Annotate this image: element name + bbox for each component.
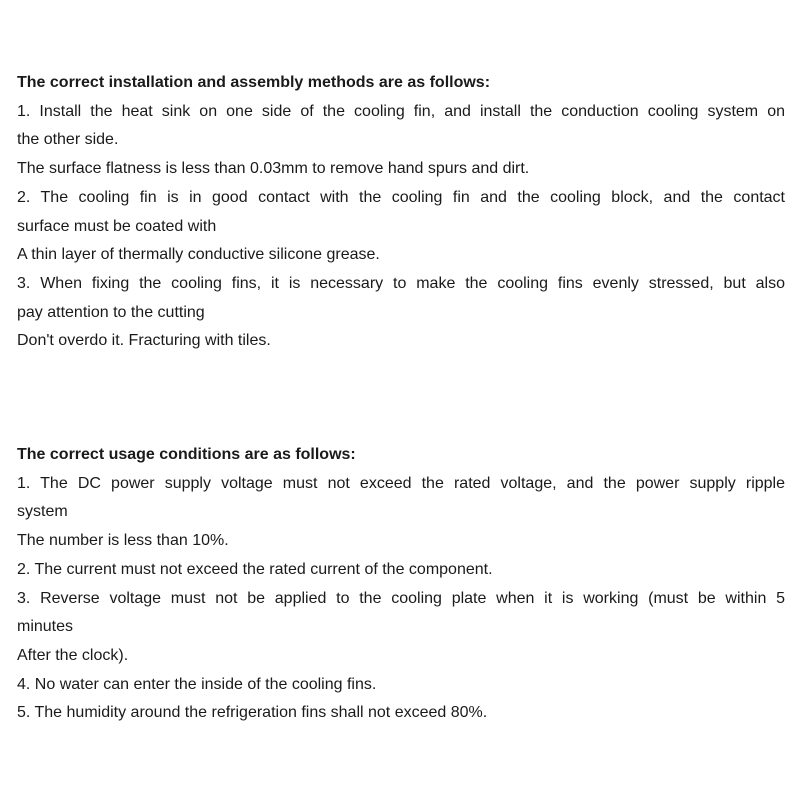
installation-line: Don't overdo it. Fracturing with tiles. bbox=[17, 332, 271, 350]
usage-line: After the clock). bbox=[17, 646, 129, 664]
usage-line: 2. The current must not exceed the rated current of the component. bbox=[17, 560, 493, 578]
installation-line: 2. The cooling fin is in good contact with the cooling fin and the cooling block, and the contact bbox=[17, 188, 785, 206]
installation-line: A thin layer of thermally conductive silicone grease. bbox=[17, 246, 380, 264]
usage-heading: The correct usage conditions are as follows: bbox=[17, 446, 356, 463]
usage-line: 3. Reverse voltage must not be applied to the cooling plate when it is working (must be within 5 bbox=[17, 589, 785, 607]
usage-line: 5. The humidity around the refrigeration fins shall not exceed 80%. bbox=[17, 704, 488, 722]
installation-line: surface must be coated with bbox=[17, 217, 217, 235]
installation-line: the other side. bbox=[17, 131, 119, 149]
usage-line: 4. No water can enter the inside of the cooling fins. bbox=[17, 675, 377, 693]
usage-line: The number is less than 10%. bbox=[17, 532, 229, 550]
installation-line: The surface flatness is less than 0.03mm to remove hand spurs and dirt. bbox=[17, 160, 530, 178]
usage-line: 1. The DC power supply voltage must not exceed the rated voltage, and the power supply ripple bbox=[17, 474, 785, 492]
installation-line: 1. Install the heat sink on one side of the cooling fin, and install the conduction cooling system on bbox=[17, 102, 785, 120]
installation-line: 3. When fixing the cooling fins, it is necessary to make the cooling fins evenly stressed, but also bbox=[17, 274, 785, 292]
usage-line: minutes bbox=[17, 618, 74, 636]
installation-heading: The correct installation and assembly methods are as follows: bbox=[17, 74, 491, 91]
installation-section bbox=[17, 69, 789, 356]
usage-section bbox=[17, 441, 789, 728]
usage-line: system bbox=[17, 503, 68, 521]
installation-line: pay attention to the cutting bbox=[17, 303, 205, 321]
